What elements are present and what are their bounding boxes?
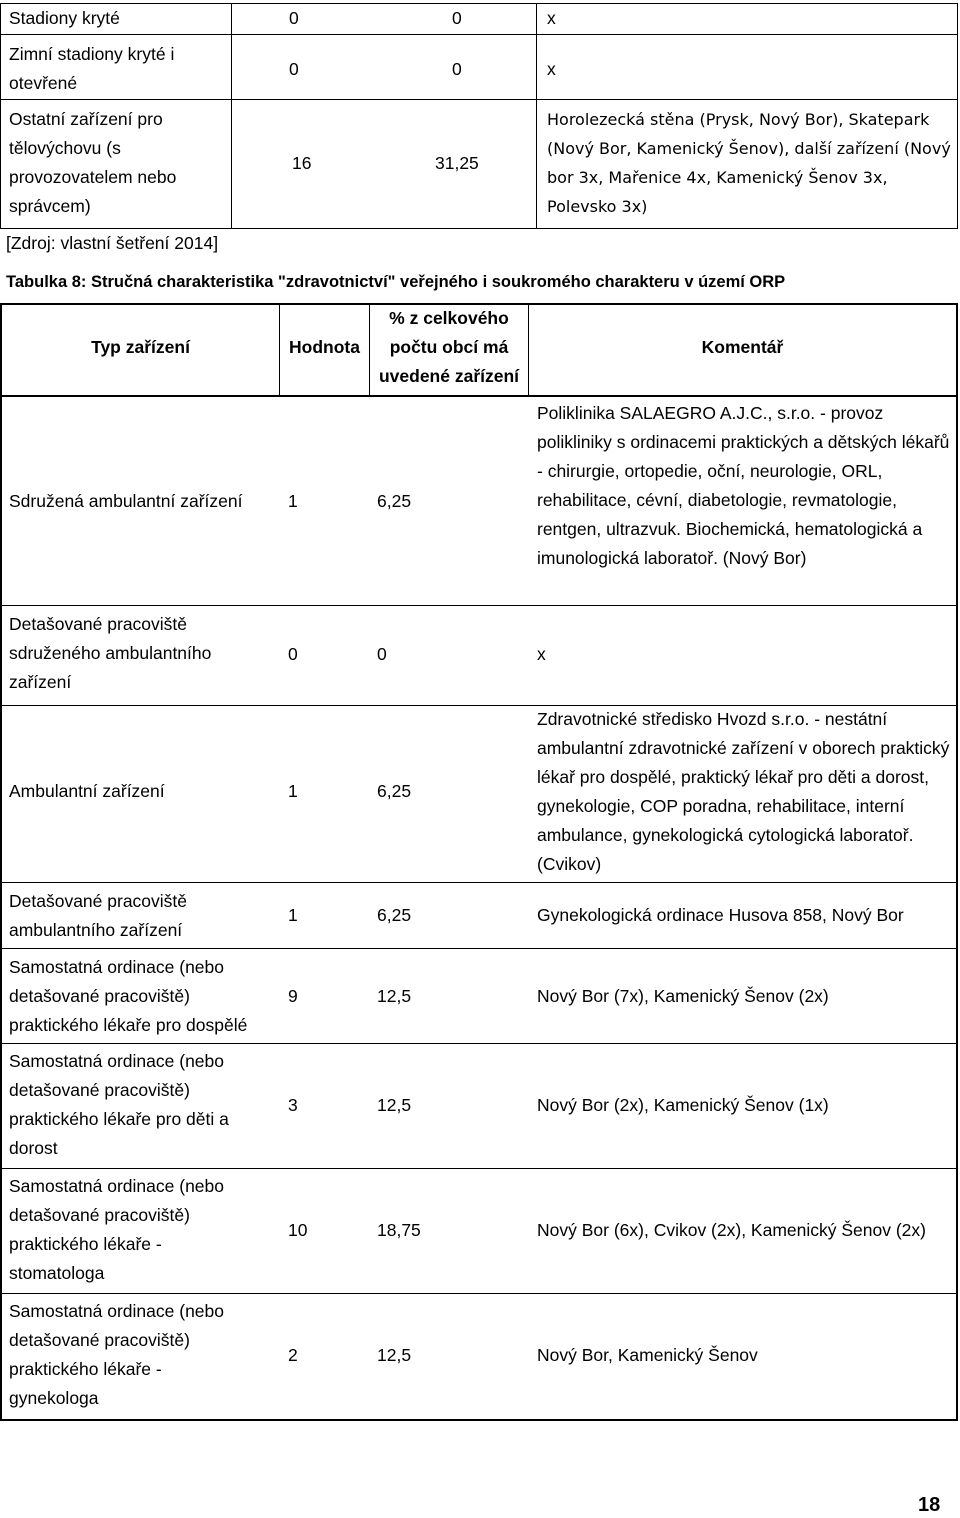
- top-table-border-left: [0, 3, 1, 229]
- row-percent: 12,5: [377, 1095, 412, 1115]
- table8-row-divider: [0, 1293, 958, 1294]
- row-percent: 12,5: [377, 986, 412, 1006]
- row-type: Samostatná ordinace (nebo detašované pracoviště) praktického lékaře pro dospělé: [9, 957, 248, 1035]
- row-percent: 6,25: [377, 905, 412, 925]
- table8-row-divider: [0, 1043, 958, 1044]
- top-row-percent: 0: [452, 8, 462, 28]
- top-row-percent: 0: [452, 59, 462, 79]
- row-comment: Nový Bor (2x), Kamenický Šenov (1x): [537, 1095, 829, 1115]
- table-caption: Tabulka 8: Stručná charakteristika "zdravotnictví" veřejného i soukromého charakteru v území ORP: [6, 273, 786, 291]
- top-row-type: Ostatní zařízení pro tělovýchovu (s provozovatelem nebo správcem): [9, 109, 177, 216]
- top-row-comment: x: [547, 8, 556, 28]
- row-percent: 0: [377, 644, 387, 664]
- table8-row-divider: [0, 948, 958, 949]
- header-type: Typ zařízení: [91, 337, 190, 357]
- row-comment: Zdravotnické středisko Hvozd s.r.o. - nestátní ambulantní zdravotnické zařízení v oborech praktický lékař pro dospělé, praktický lékař pro děti a dorost, gynekologie, COP poradna, rehabilitace, interní ambulance, gynekologická cytologická laboratoř. (Cvikov): [537, 709, 950, 874]
- row-value: 9: [288, 986, 298, 1006]
- row-comment: Poliklinika SALAEGRO A.J.C., s.r.o. - provoz polikliniky s ordinacemi praktických a dětských lékařů - chirurgie, ortopedie, oční, neurologie, ORL, rehabilitace, cévní, diabetologie, revmatologie, rentgen, ultrazvuk. Biochemická, hematologická a imunologická laboratoř. (Nový Bor): [537, 403, 950, 568]
- page-number: 18: [918, 1494, 941, 1516]
- row-type: Sdružená ambulantní zařízení: [9, 491, 243, 511]
- header-value: Hodnota: [289, 337, 360, 357]
- top-row-value: 0: [289, 59, 299, 79]
- table8-border-left: [0, 303, 2, 1421]
- top-table-row-divider: [0, 34, 958, 35]
- top-table-col-divider: [231, 3, 232, 229]
- table8-header-divider: [0, 395, 958, 397]
- table8-row-divider: [0, 1168, 958, 1169]
- row-percent: 18,75: [377, 1220, 421, 1240]
- table8-border-bottom: [0, 1419, 958, 1421]
- row-value: 10: [288, 1220, 308, 1240]
- row-value: 2: [288, 1345, 298, 1365]
- top-row-type: Stadiony kryté: [9, 8, 120, 28]
- top-table-row-divider: [0, 99, 958, 100]
- row-value: 3: [288, 1095, 298, 1115]
- top-table-col-divider: [536, 3, 537, 229]
- top-row-percent: 31,25: [435, 153, 479, 173]
- row-type: Detašované pracoviště ambulantního zařízení: [9, 891, 188, 940]
- row-type: Samostatná ordinace (nebo detašované pracoviště) praktického lékaře pro děti a dorost: [9, 1051, 229, 1158]
- top-row-value: 0: [289, 8, 299, 28]
- top-table-border-right: [957, 3, 958, 229]
- row-type: Ambulantní zařízení: [9, 781, 165, 801]
- row-comment: Nový Bor (7x), Kamenický Šenov (2x): [537, 986, 829, 1006]
- top-row-comment: x: [547, 59, 556, 79]
- row-type: Samostatná ordinace (nebo detašované pracoviště) praktického lékaře - gynekologa: [9, 1301, 224, 1408]
- row-percent: 12,5: [377, 1345, 412, 1365]
- row-value: 0: [288, 644, 298, 664]
- row-comment: x: [537, 644, 546, 664]
- top-table-border-top: [0, 3, 958, 4]
- header-comment: Komentář: [701, 337, 784, 357]
- table8-border-right: [956, 303, 958, 1421]
- row-comment: Nový Bor (6x), Cvikov (2x), Kamenický Šenov (2x): [537, 1220, 926, 1240]
- row-comment: Nový Bor, Kamenický Šenov: [537, 1345, 758, 1365]
- source-note: [Zdroj: vlastní šetření 2014]: [6, 233, 219, 253]
- row-percent: 6,25: [377, 491, 412, 511]
- top-row-type: Zimní stadiony kryté i otevřené: [9, 44, 175, 93]
- row-value: 1: [288, 905, 298, 925]
- row-value: 1: [288, 781, 298, 801]
- row-type: Detašované pracoviště sdruženého ambulantního zařízení: [9, 614, 212, 692]
- header-percent: % z celkového počtu obcí má uvedené zařízení: [378, 308, 520, 386]
- row-value: 1: [288, 491, 298, 511]
- top-row-comment: Horolezecká stěna (Prysk, Nový Bor), Skatepark (Nový Bor, Kamenický Šenov), další zařízení (Nový bor 3x, Mařenice 4x, Kamenický Šenov 3x, Polevsko 3x): [547, 110, 951, 216]
- table8-row-divider: [0, 605, 958, 606]
- row-percent: 6,25: [377, 781, 412, 801]
- row-comment: Gynekologická ordinace Husova 858, Nový Bor: [537, 905, 904, 925]
- top-row-value: 16: [292, 153, 312, 173]
- table8-row-divider: [0, 882, 958, 883]
- row-type: Samostatná ordinace (nebo detašované pracoviště) praktického lékaře - stomatologa: [9, 1176, 224, 1283]
